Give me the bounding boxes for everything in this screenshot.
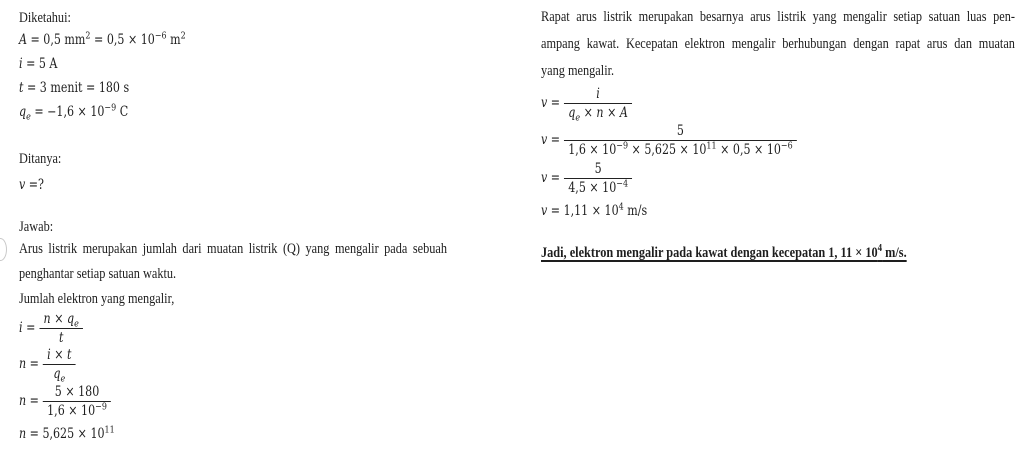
fraction-numerator: 5: [594, 160, 602, 177]
fraction-numerator: i: [596, 85, 600, 102]
equation-v-formula: [541, 85, 1015, 124]
paragraph-line: yang mengalir.: [541, 63, 615, 79]
equation-n-result: $n = 5,625 \times 10^{11}$: [19, 424, 115, 442]
given-line-time: t = 3 menit = 180 s: [19, 80, 130, 96]
equation-n-substitution: [19, 382, 447, 420]
fraction-denominator: $4,5 \times 10^{-4}$: [564, 178, 632, 196]
left-column-content: [19, 9, 447, 446]
equation-i-formula: [19, 310, 447, 346]
scan-artifact: [0, 238, 7, 261]
fraction-numerator: 5: [676, 122, 684, 139]
fraction-denominator: $1,6 \times 10^{-9} \times 5,625 \times 10^{11} \times 0,5 \times 10^{-6}$: [564, 140, 797, 158]
equation-v-simplified: [541, 159, 1015, 197]
left-column: [19, 0, 454, 446]
diketahui-label: Diketahui:: [19, 10, 71, 26]
equation-lhs: n =: [19, 393, 39, 409]
fraction: [564, 123, 797, 158]
equation-lhs: v =: [541, 170, 561, 186]
fraction-denominator: t: [39, 328, 82, 346]
fraction-numerator: i × t: [47, 346, 72, 363]
paragraph-line: ampang kawat. Kecepatan elektron mengalir berhubungan dengan rapat arus dan muatan: [541, 36, 1015, 52]
fraction-numerator: $n \times q_e$: [43, 310, 79, 330]
fraction: [39, 311, 82, 346]
asked-line: v =?: [19, 177, 44, 193]
right-column-content: [541, 4, 1015, 263]
equation-lhs: v =: [541, 132, 561, 148]
equation-n-formula: [19, 346, 447, 385]
fraction-denominator: $1,6 \times 10^{-9}$: [43, 401, 111, 419]
paragraph-line: Rapat arus listrik merupakan besarnya arus listrik yang mengalir setiap satuan luas pen-: [541, 9, 1015, 25]
equation-v-result: $v = 1,11 \times 10^4$ m/s: [541, 201, 648, 219]
paragraph-line: Jumlah elektron yang mengalir,: [19, 291, 175, 307]
right-column: [541, 0, 1019, 263]
fraction-denominator: $q_e$: [43, 364, 76, 382]
conclusion-line: Jadi, elektron mengalir pada kawat dengan kecepatan 1, $11 \times 10^4$ m/s.: [541, 242, 907, 261]
fraction-denominator: $q_e \times n \times A$: [564, 103, 632, 121]
fraction: [43, 384, 111, 419]
given-line-charge: $q_e = -1,6 \times 10^{-9}$ C: [19, 102, 129, 123]
equation-lhs: v =: [541, 95, 561, 111]
ditanya-label: Ditanya:: [19, 151, 62, 167]
equation-lhs: n =: [19, 356, 39, 372]
equation-lhs: i =: [19, 320, 36, 336]
fraction: [564, 161, 632, 196]
fraction: [43, 346, 76, 385]
fraction: [564, 85, 632, 124]
given-line-current: i = 5 A: [19, 56, 58, 72]
given-line-area: A = 0,5 $mm^2 = 0,5 \times 10^{-6}$ $m^2$: [19, 30, 186, 48]
fraction-numerator: 5 × 180: [54, 383, 100, 400]
jawab-label: Jawab:: [19, 219, 54, 235]
paragraph-line: penghantar setiap satuan waktu.: [19, 266, 177, 282]
paragraph-line: Arus listrik merupakan jumlah dari muatan listrik (Q) yang mengalir pada sebuah: [19, 241, 448, 257]
equation-v-substitution: [541, 121, 1015, 159]
